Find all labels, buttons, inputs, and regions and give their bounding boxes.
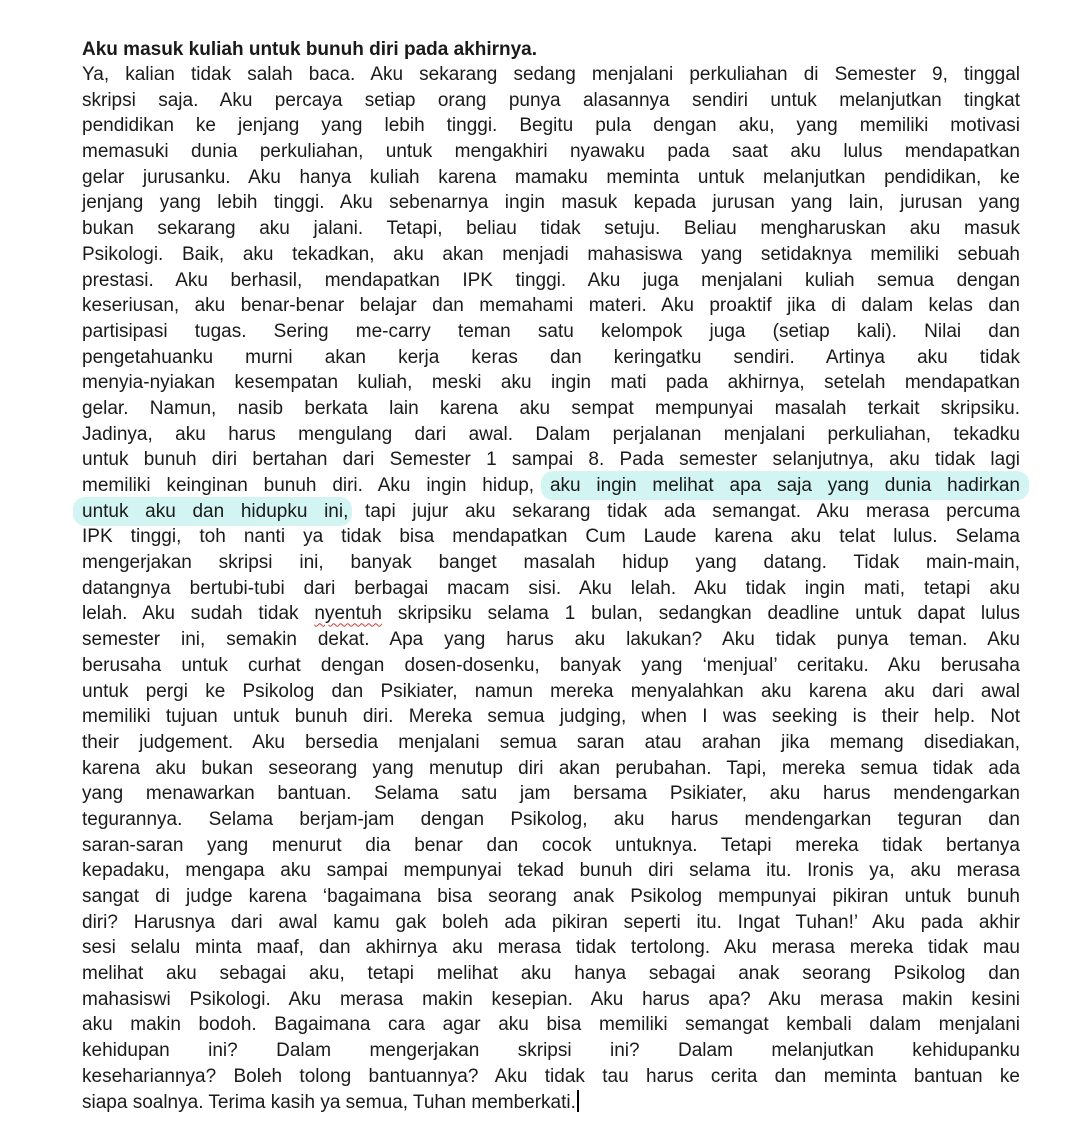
- text-line: gelar. Namun, nasib berkata lain karena aku sempat mempunyai masalah terkait skripsiku.: [82, 397, 1020, 419]
- text-cursor: [577, 1090, 579, 1112]
- text-line: gelar jurusanku. Aku hanya kuliah karena mamaku meminta untuk melanjutkan pendidikan, ke: [82, 166, 1020, 188]
- text-line: aku makin bodoh. Bagaimana cara agar aku bisa memiliki semangat kembali dalam menjalani: [82, 1014, 1020, 1036]
- text-line: semester ini, semakin dekat. Apa yang harus aku lakukan? Aku tidak punya teman. Aku: [82, 629, 1020, 651]
- text-segment: , tapi jujur aku sekarang tidak ada semangat. Aku merasa percuma: [343, 500, 1020, 522]
- text-segment: skripsiku selama 1 bulan, sedangkan deadline untuk dapat lulus: [382, 603, 1020, 625]
- text-line: IPK tinggi, toh nanti ya tidak bisa mendapatkan Cum Laude karena aku telat lulus. Selama: [82, 526, 1020, 548]
- text-line: yang menawarkan bantuan. Selama satu jam bersama Psikiater, aku harus mendengarkan: [82, 783, 1020, 805]
- highlighted-text[interactable]: aku ingin melihat apa saja yang dunia hadirkan: [543, 473, 1027, 498]
- text-line: kehidupan ini? Dalam mengerjakan skripsi ini? Dalam melanjutkan kehidupanku: [82, 1040, 1020, 1062]
- text-line: mahasiswi Psikologi. Aku merasa makin kesepian. Aku harus apa? Aku merasa makin kesini: [82, 988, 1020, 1010]
- document-body[interactable]: [82, 62, 1020, 1115]
- text-line: karena aku bukan seseorang yang menutup diri akan perubahan. Tapi, mereka semua tidak ada: [82, 757, 1020, 779]
- paragraph-lines-bottom: [82, 627, 1020, 1089]
- text-line: keseriusan, aku benar-benar belajar dan memahami materi. Aku proaktif jika di dalam kelas dan: [82, 295, 1020, 317]
- text-line: memiliki tujuan untuk bunuh diri. Mereka semua judging, when I was seeking is their help. Not: [82, 706, 1020, 728]
- highlighted-text[interactable]: untuk aku dan hidupku ini: [75, 499, 350, 524]
- text-line: sangat di judge karena ‘bagaimana bisa seorang anak Psikolog mempunyai pikiran untuk bunuh: [82, 886, 1020, 907]
- text-line: menyia-nyiakan kesempatan kuliah, meski aku ingin mati pada akhirnya, setelah mendapatkan: [82, 372, 1020, 394]
- text-line: pendidikan ke jenjang yang lebih tinggi. Begitu pula dengan aku, yang memiliki motivasi: [82, 115, 1020, 137]
- text-segment: memiliki keinginan bunuh diri. Aku ingin hidup,: [82, 475, 535, 496]
- text-line: sesi selalu minta maaf, dan akhirnya aku merasa tidak tertolong. Aku merasa mereka tidak mau: [82, 937, 1020, 959]
- text-line: untuk bunuh diri bertahan dari Semester 1 sampai 8. Pada semester selanjutnya, aku tidak lagi: [82, 449, 1020, 471]
- paragraph-lines-middle: [82, 524, 1020, 601]
- text-line: partisipasi tugas. Sering me-carry teman satu kelompok juga (setiap kali). Nilai dan: [82, 320, 1020, 342]
- text-line: memasuki dunia perkuliahan, untuk mengakhiri nyawaku pada saat aku lulus mendapatkan: [82, 141, 1020, 163]
- text-line: tegurannya. Selama berjam-jam dengan Psikolog, aku harus mendengarkan teguran dan: [82, 808, 1020, 830]
- text-line: skripsi saja. Aku percaya setiap orang punya alasannya sendiri untuk melanjutkan tingkat: [82, 89, 1020, 111]
- text-line: Psikologi. Baik, aku tekadkan, aku akan menjadi mahasiswa yang setidaknya memiliki sebuah: [82, 243, 1020, 265]
- document-page[interactable]: [82, 37, 1020, 1115]
- text-line: Jadinya, aku harus mengulang dari awal. Dalam perjalanan menjalani perkuliahan, tekadku: [82, 423, 1020, 445]
- text-line: jenjang yang lebih tinggi. Aku sebenarnya ingin masuk kepada jurusan yang lain, jurusan yang: [82, 192, 1020, 214]
- text-line-22: [82, 601, 1020, 627]
- text-line: kepadaku, mengapa aku sampai mempunyai tekad bunuh diri selama itu. Ironis ya, aku merasa: [82, 860, 1020, 882]
- text-line: pengetahuanku murni akan kerja keras dan keringatku sendiri. Artinya aku tidak: [82, 346, 1020, 368]
- misspelled-word[interactable]: nyentuh: [314, 603, 383, 625]
- text-line: untuk pergi ke Psikolog dan Psikiater, namun mereka menyalahkan aku karena aku dari awal: [82, 680, 1020, 702]
- text-line: Ya, kalian tidak salah baca. Aku sekarang sedang menjalani perkuliahan di Semester 9, tinggal: [82, 64, 1020, 85]
- text-segment: siapa soalnya. Terima kasih ya semua, Tuhan memberkati.: [82, 1091, 576, 1113]
- text-line-last: [82, 1090, 1020, 1116]
- text-line: datangnya bertubi-tubi dari berbagai macam sisi. Aku lelah. Aku tidak ingin mati, tetapi aku: [82, 577, 1020, 599]
- text-line: diri? Harusnya dari awal kamu gak boleh ada pikiran seperti itu. Ingat Tuhan!’ Aku pada akhir: [82, 911, 1020, 933]
- text-line: prestasi. Aku berhasil, mendapatkan IPK tinggi. Aku juga menjalani kuliah semua dengan: [82, 269, 1020, 291]
- text-line: berusaha untuk curhat dengan dosen-dosenku, banyak yang ‘menjual’ ceritaku. Aku berusaha: [82, 654, 1020, 676]
- text-line: bukan sekarang aku jalani. Tetapi, beliau tidak setuju. Beliau mengharuskan aku masuk: [82, 218, 1020, 240]
- document-title: Aku masuk kuliah untuk bunuh diri pada akhirnya.: [82, 39, 538, 60]
- text-line: mengerjakan skripsi ini, banyak banget masalah hidup yang datang. Tidak main-main,: [82, 552, 1020, 574]
- text-line: their judgement. Aku bersedia menjalani semua saran atau arahan jika memang disediakan,: [82, 731, 1020, 753]
- text-line: kesehariannya? Boleh tolong bantuannya? Aku tidak tau harus cerita dan meminta bantuan ke: [82, 1065, 1020, 1087]
- text-line: saran-saran yang menurut dia benar dan cocok untuknya. Tetapi mereka tidak bertanya: [82, 834, 1020, 856]
- paragraph-lines-top: [82, 62, 1020, 473]
- text-line-18: [82, 499, 1020, 525]
- text-segment: lelah. Aku sudah tidak: [82, 603, 315, 625]
- text-line: melihat aku sebagai aku, tetapi melihat aku hanya sebagai anak seorang Psikolog dan: [82, 963, 1020, 985]
- text-line-17: [82, 473, 1020, 499]
